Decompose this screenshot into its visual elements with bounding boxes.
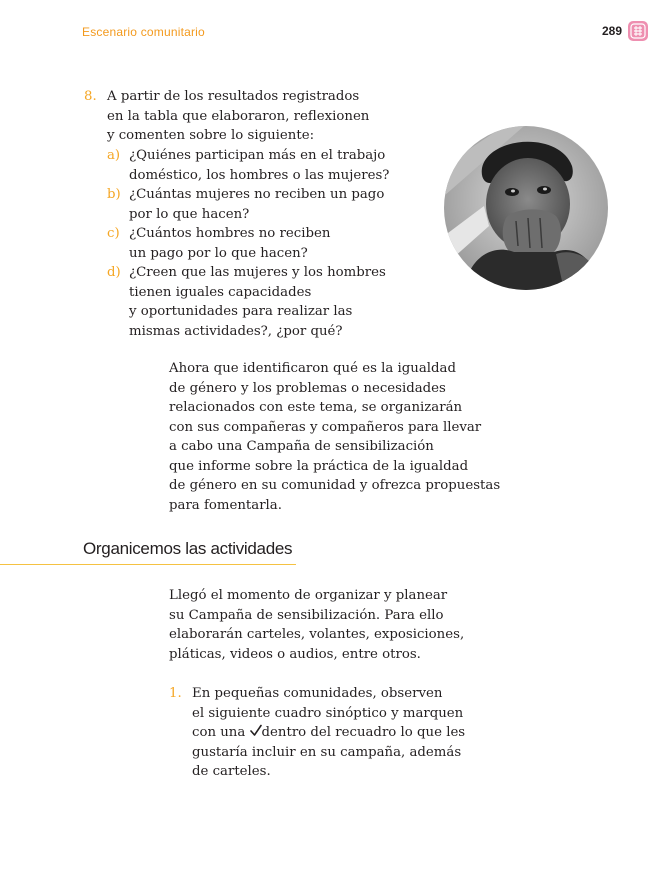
text-line: Llegó el momento de organizar y planear [169, 588, 448, 603]
question-item-b [129, 185, 384, 224]
text-line: de género en su comunidad y ofrezca propuestas [169, 478, 501, 493]
text-line: de género y los problemas o necesidades [169, 380, 446, 396]
planning-paragraph [169, 586, 464, 664]
text-line: y comenten sobre lo siguiente: [107, 128, 315, 143]
text-line: gustaría incluir en su campaña, además [192, 744, 462, 760]
text-line: en la tabla que elaboraron, reflexionen [107, 108, 370, 124]
page-number: 289 [602, 24, 623, 38]
question-item-d [129, 263, 386, 341]
text-line: y oportunidades para realizar las [129, 304, 353, 319]
text-line: ¿Quiénes participan más en el trabajo [129, 148, 386, 163]
text-line: con sus compañeras y compañeros para llevar [169, 419, 482, 435]
decorative-glyph-icon [627, 20, 649, 42]
text-line: tienen iguales capacidades [129, 284, 312, 300]
text-line: para fomentarla. [169, 497, 282, 513]
item-letter: a) [107, 148, 121, 163]
step-1-text [192, 684, 465, 782]
item-letter: d) [107, 265, 121, 280]
text-line: por lo que hacen? [129, 206, 250, 222]
text-line: doméstico, los hombres o las mujeres? [129, 167, 390, 183]
text-fragment: dentro del recuadro lo que les [261, 725, 466, 740]
text-line: A partir de los resultados registrados [107, 89, 360, 104]
text-line: relacionados con este tema, se organizarán [169, 400, 463, 415]
text-line: el siguiente cuadro sinóptico y marquen [192, 705, 464, 721]
text-line-with-check [192, 723, 465, 743]
text-line: su Campaña de sensibilización. Para ello [169, 607, 444, 623]
text-line: ¿Cuántos hombres no reciben [129, 226, 331, 241]
text-line: que informe sobre la práctica de la igualdad [169, 458, 469, 474]
text-fragment: con una [192, 725, 250, 740]
text-line: de carteles. [192, 764, 271, 779]
activity-intro [107, 87, 369, 146]
item-letter: c) [107, 226, 120, 241]
text-line: un pago por lo que hacen? [129, 245, 308, 261]
section-divider [0, 564, 296, 565]
text-line: pláticas, videos o audios, entre otros. [169, 646, 421, 662]
intro-paragraph [169, 359, 500, 515]
boy-portrait-photo [444, 126, 608, 290]
text-line: En pequeñas comunidades, observen [192, 686, 443, 701]
question-item-c [129, 224, 330, 263]
checkmark-icon [250, 724, 262, 737]
question-item-a [129, 146, 389, 185]
step-number: 1. [169, 686, 182, 701]
text-line: mismas actividades?, ¿por qué? [129, 323, 343, 339]
running-header: Escenario comunitario [82, 25, 205, 39]
activity-number: 8. [84, 89, 97, 104]
text-line: ¿Cuántas mujeres no reciben un pago [129, 187, 385, 202]
item-letter: b) [107, 187, 121, 202]
text-line: ¿Creen que las mujeres y los hombres [129, 265, 386, 280]
section-heading: Organicemos las actividades [83, 539, 293, 558]
text-line: a cabo una Campaña de sensibilización [169, 439, 434, 454]
text-line: Ahora que identificaron qué es la igualdad [169, 361, 456, 376]
text-line: elaborarán carteles, volantes, exposiciones, [169, 627, 465, 642]
